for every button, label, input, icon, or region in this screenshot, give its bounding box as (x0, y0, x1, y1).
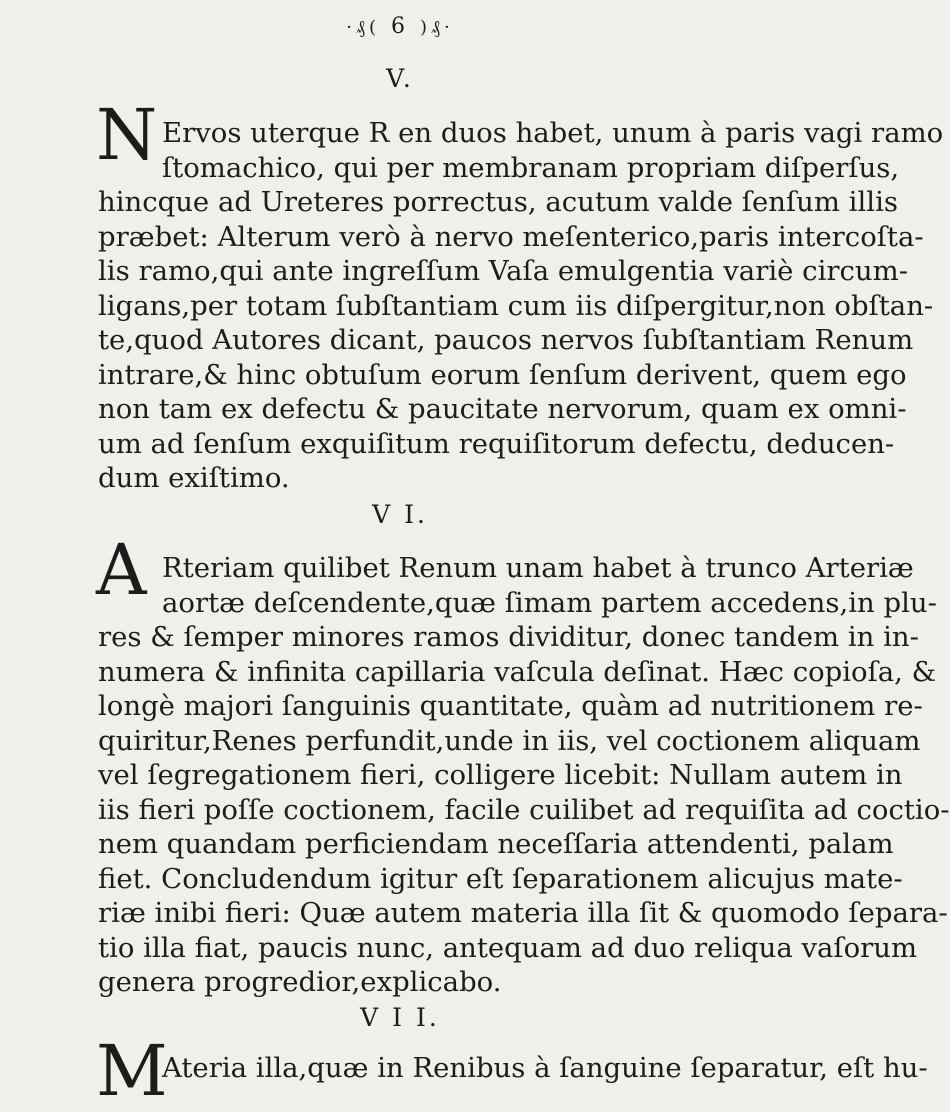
text-line: præbet: Alterum verò à nervo meſenterico,paris intercoſta- (98, 221, 924, 253)
text-line: hincque ad Ureteres porrectus, acutum valde ſenſum illis (98, 186, 898, 218)
section-number: V I. (372, 500, 428, 529)
drop-cap: N (96, 94, 158, 176)
text-line: quiritur,Renes perfundit,unde in iis, vel coctionem aliquam (98, 725, 921, 757)
text-line: Ervos uterque R en duos habet, unum à paris vagi ramo (162, 117, 944, 149)
text-line: aortæ deſcendente,quæ ſimam partem accedens,in plu- (162, 587, 937, 619)
text-line: um ad ſenſum exquiſitum requiſitorum defectu, deducen- (98, 428, 895, 460)
text-line: res & ſemper minores ramos dividitur, donec tandem in in- (98, 621, 919, 653)
text-line: genera progredior,explicabo. (98, 966, 502, 998)
section-number: V I I. (360, 1003, 440, 1032)
text-line: vel ſegregationem fieri, colligere licebit: Nullam autem in (98, 759, 903, 791)
text-line: Ateria illa,quæ in Renibus à ſanguine ſeparatur, eſt hu- (162, 1052, 928, 1084)
text-line: ligans,per totam ſubſtantiam cum iis diſpergitur,non obſtan- (98, 290, 934, 322)
text-line: te,quod Autores dicant, paucos nervos ſubſtantiam Renum (98, 324, 914, 356)
text-line: riæ inibi fieri: Quæ autem materia illa ſit & quomodo ſepara- (98, 897, 948, 929)
text-line: ſtomachico, qui per membranam propriam diſperſus, (162, 152, 900, 184)
page-number: 6 (391, 14, 409, 39)
text-line: iis fieri poſſe coctionem, facile cuilibet ad requiſita ad coctio- (98, 794, 950, 826)
drop-cap: A (96, 529, 147, 611)
text-line: nem quandam perficiendam neceſſaria attendenti, palam (98, 828, 894, 860)
left-ornament: ·₰( (346, 17, 380, 38)
page-header (0, 14, 800, 39)
text-line: fiet. Concludendum igitur eſt ſeparationem alicujus mate- (98, 863, 903, 895)
text-line: lis ramo,qui ante ingreſſum Vaſa emulgentia variè circum- (98, 255, 908, 287)
right-ornament: )₰· (420, 17, 454, 38)
text-line: non tam ex defectu & paucitate nervorum, quam ex omni- (98, 393, 907, 425)
drop-cap: M (96, 1030, 168, 1112)
text-line: intrare,& hinc obtuſum eorum ſenſum derivent, quem ego (98, 359, 907, 391)
text-line: tio illa fiat, paucis nunc, antequam ad duo reliqua vaſorum (98, 932, 918, 964)
text-line: numera & infinita capillaria vaſcula deſinat. Hæc copioſa, & (98, 656, 937, 688)
text-line: dum exiſtimo. (98, 462, 290, 494)
section-number: V. (386, 64, 414, 93)
text-line: Rteriam quilibet Renum unam habet à trunco Arteriæ (162, 552, 914, 584)
text-line: longè majori ſanguinis quantitate, quàm ad nutritionem re- (98, 690, 923, 722)
